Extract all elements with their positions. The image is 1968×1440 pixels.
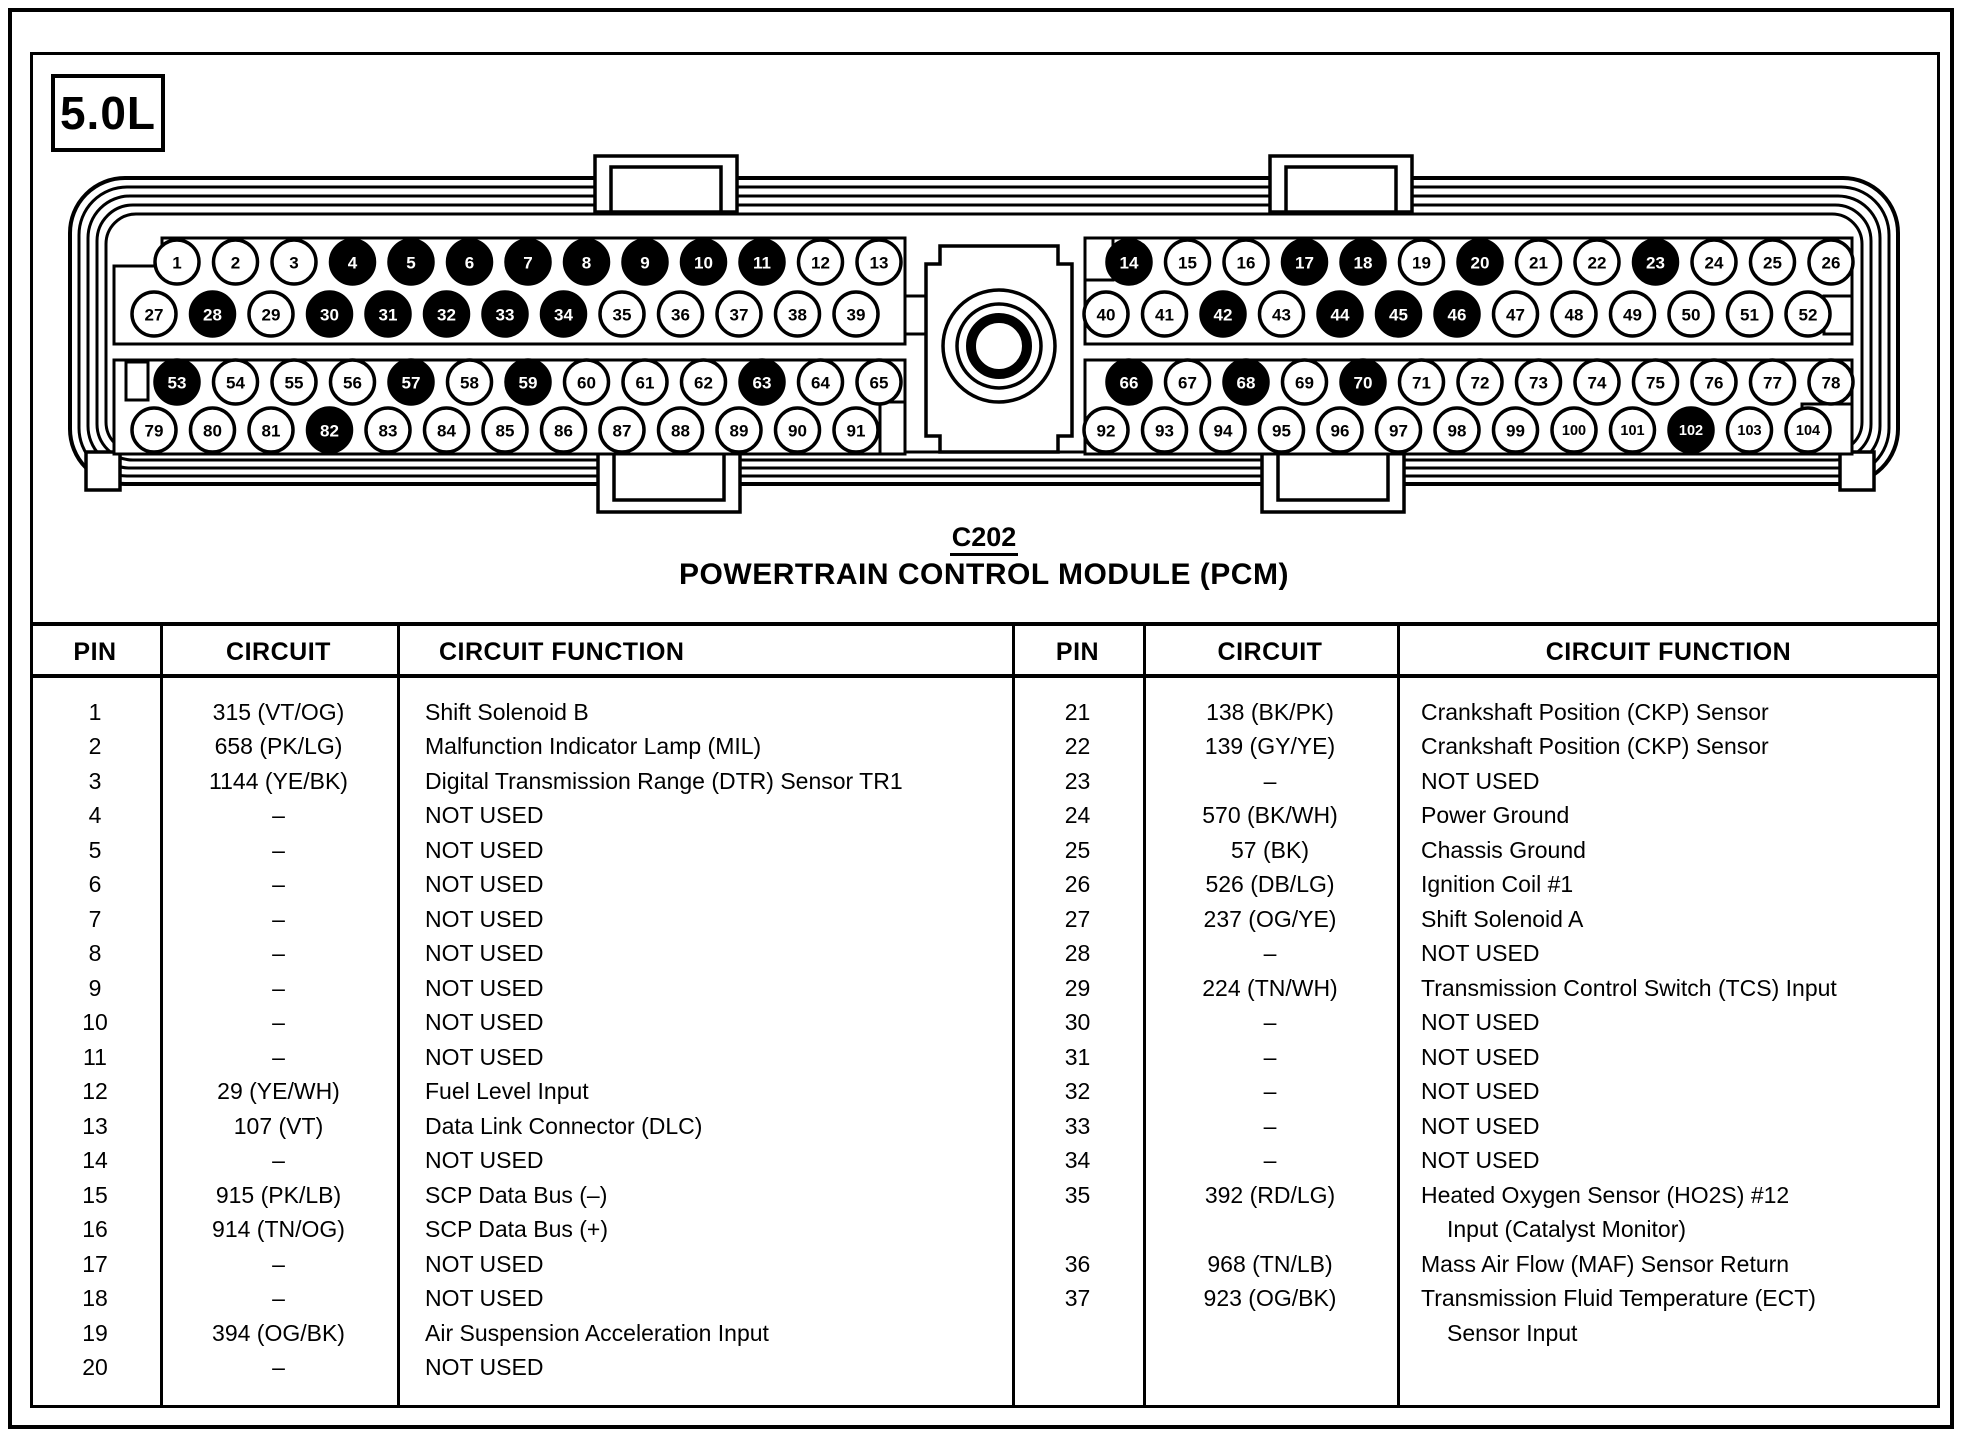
pin-64-number: 64 xyxy=(811,373,830,393)
pin-60-number: 60 xyxy=(577,373,596,393)
pin-13-number: 13 xyxy=(869,253,889,273)
pin-72-number: 72 xyxy=(1470,373,1490,393)
circuit-function-cell: SCP Data Bus (–) xyxy=(425,1181,608,1208)
pin-87-number: 87 xyxy=(612,421,632,441)
table-row-pin-36 xyxy=(1012,1247,1940,1282)
pin-16-number: 16 xyxy=(1236,253,1256,273)
circuit-function-cell: Digital Transmission Range (DTR) Sensor TR1 xyxy=(425,767,903,794)
table-row-pin-16 xyxy=(30,1213,1012,1248)
pin-57-number: 57 xyxy=(401,373,421,393)
circuit-function-cell: Shift Solenoid B xyxy=(425,698,589,725)
pin-58-number: 58 xyxy=(460,373,479,393)
circuit-function-cell: NOT USED xyxy=(1421,1009,1540,1036)
circuit-function-cell: SCP Data Bus (+) xyxy=(425,1216,609,1243)
pin-4-number: 4 xyxy=(347,253,358,273)
circuit-cell: – xyxy=(1263,767,1277,794)
pin-78-number: 78 xyxy=(1821,373,1841,393)
table-row-pin-32 xyxy=(1012,1075,1940,1110)
pin-35-number: 35 xyxy=(612,305,632,325)
pin-68-number: 68 xyxy=(1236,373,1256,393)
table-row-pin-4 xyxy=(30,799,1012,834)
pin-92-number: 92 xyxy=(1096,421,1116,441)
pin-number-cell: 7 xyxy=(88,905,102,932)
pin-6-number: 6 xyxy=(464,253,475,273)
pin-37-number: 37 xyxy=(729,305,749,325)
top-tab-left-inner xyxy=(611,167,721,212)
circuit-cell: 139 (GY/YE) xyxy=(1204,733,1336,760)
bottom-notch-left xyxy=(86,452,120,490)
pin-77-number: 77 xyxy=(1763,373,1782,393)
pin-80-number: 80 xyxy=(203,421,222,441)
pin-number-cell: 32 xyxy=(1064,1078,1091,1105)
circuit-function-cell: NOT USED xyxy=(425,802,544,829)
circuit-function-cell: Data Link Connector (DLC) xyxy=(425,1112,703,1139)
bottom-notch-right xyxy=(1840,452,1874,490)
circuit-function-cell: Heated Oxygen Sensor (HO2S) #12 xyxy=(1421,1181,1790,1208)
pin-27-number: 27 xyxy=(144,305,164,325)
table-row-pin-12 xyxy=(30,1075,1012,1110)
table-row-pin-2 xyxy=(30,730,1012,765)
connector-id-label: C202 xyxy=(0,522,1968,553)
pocket-step-lower-left xyxy=(880,402,905,454)
pin-number-cell: 15 xyxy=(82,1181,108,1208)
circuit-function-cell: Air Suspension Acceleration Input xyxy=(425,1319,769,1346)
table-row-pin-15 xyxy=(30,1178,1012,1213)
circuit-cell: – xyxy=(1263,1043,1277,1070)
pin-11-number: 11 xyxy=(753,253,771,273)
pin-23-number: 23 xyxy=(1646,253,1665,273)
table-row-pin-34 xyxy=(1012,1144,1940,1179)
pin-number-cell: 37 xyxy=(1064,1285,1091,1312)
pin-96-number: 96 xyxy=(1330,421,1350,441)
pin-9-number: 9 xyxy=(640,253,650,273)
pin-number-cell: 27 xyxy=(1064,905,1091,932)
pin-71-number: 71 xyxy=(1412,373,1431,393)
circuit-cell: – xyxy=(272,1285,285,1312)
engine-label: 5.0L xyxy=(59,87,157,139)
pin-52-number: 52 xyxy=(1798,305,1818,325)
circuit-function-cell: Fuel Level Input xyxy=(425,1078,589,1105)
circuit-cell: 315 (VT/OG) xyxy=(212,698,345,725)
pin-49-number: 49 xyxy=(1623,305,1642,325)
circuit-cell: – xyxy=(272,905,285,932)
table-row-pin-24 xyxy=(1012,799,1940,834)
pin-number-cell: 12 xyxy=(82,1078,108,1105)
circuit-cell: 394 (OG/BK) xyxy=(212,1319,345,1346)
pin-2-number: 2 xyxy=(230,253,241,273)
table-row-pin-30 xyxy=(1012,1006,1940,1041)
pin-51-number: 51 xyxy=(1740,305,1759,325)
pin-14-number: 14 xyxy=(1119,253,1139,273)
pin-table-right xyxy=(1012,695,1940,1351)
pin-84-number: 84 xyxy=(437,421,456,441)
circuit-function-cell: Shift Solenoid A xyxy=(1421,905,1584,932)
pin-70-number: 70 xyxy=(1353,373,1373,393)
table-row-pin-31 xyxy=(1012,1040,1940,1075)
circuit-cell: 224 (TN/WH) xyxy=(1202,974,1338,1001)
pin-47-number: 47 xyxy=(1506,305,1525,325)
circuit-function-cell: NOT USED xyxy=(425,871,544,898)
pin-number-cell: 17 xyxy=(82,1250,108,1277)
pin-number-cell: 2 xyxy=(88,733,102,760)
pin-91-number: 91 xyxy=(846,421,866,441)
circuit-cell: – xyxy=(272,1354,285,1381)
table-row-pin-8 xyxy=(30,937,1012,972)
pin-number-cell: 20 xyxy=(82,1354,108,1381)
pin-81-number: 81 xyxy=(261,421,281,441)
pin-number-cell: 35 xyxy=(1064,1181,1091,1208)
pin-34-number: 34 xyxy=(554,305,573,325)
pin-42-number: 42 xyxy=(1213,305,1233,325)
circuit-cell: – xyxy=(272,1147,285,1174)
circuit-function-cell: NOT USED xyxy=(425,1043,544,1070)
pin-7-number: 7 xyxy=(523,253,533,273)
pin-number-cell: 26 xyxy=(1064,871,1091,898)
pin-59-number: 59 xyxy=(518,373,538,393)
pin-97-number: 97 xyxy=(1389,421,1408,441)
circuit-cell: – xyxy=(1263,1112,1277,1139)
table-row-pin-19 xyxy=(30,1316,1012,1351)
pin-55-number: 55 xyxy=(284,373,304,393)
pin-101-number: 101 xyxy=(1620,423,1645,439)
pin-98-number: 98 xyxy=(1447,421,1467,441)
circuit-function-cell: Crankshaft Position (CKP) Sensor xyxy=(1421,698,1769,725)
pin-73-number: 73 xyxy=(1529,373,1548,393)
circuit-cell: 570 (BK/WH) xyxy=(1202,802,1338,829)
pin-15-number: 15 xyxy=(1178,253,1197,273)
pin-82-number: 82 xyxy=(320,421,339,441)
table-row-pin-1 xyxy=(30,695,1012,730)
pin-5-number: 5 xyxy=(406,253,416,273)
circuit-function-cell: NOT USED xyxy=(425,1354,544,1381)
pin-94-number: 94 xyxy=(1213,421,1233,441)
pin-number-cell: 3 xyxy=(88,767,102,794)
pin-102-number: 102 xyxy=(1678,423,1704,439)
pin-69-number: 69 xyxy=(1295,373,1314,393)
pin-number-cell: 25 xyxy=(1064,836,1091,863)
circuit-function-cell: NOT USED xyxy=(425,1147,544,1174)
pin-26-number: 26 xyxy=(1821,253,1841,273)
circuit-cell: – xyxy=(272,1043,285,1070)
table-row-pin-11 xyxy=(30,1040,1012,1075)
table-row-pin-7 xyxy=(30,902,1012,937)
pin-99-number: 99 xyxy=(1506,421,1525,441)
pin-67-number: 67 xyxy=(1178,373,1197,393)
pin-85-number: 85 xyxy=(495,421,515,441)
table-row-pin-10 xyxy=(30,1006,1012,1041)
circuit-function-cell: NOT USED xyxy=(1421,1043,1540,1070)
table-header-rule xyxy=(30,674,1940,678)
circuit-cell: 57 (BK) xyxy=(1231,836,1309,863)
pin-50-number: 50 xyxy=(1681,305,1701,325)
pin-number-cell: 13 xyxy=(82,1112,108,1139)
pin-number-cell: 34 xyxy=(1064,1147,1091,1174)
pin-29-number: 29 xyxy=(261,305,281,325)
connector-title: POWERTRAIN CONTROL MODULE (PCM) xyxy=(679,558,1289,591)
pin-75-number: 75 xyxy=(1646,373,1665,393)
table-row-pin-37 xyxy=(1012,1282,1940,1317)
pin-79-number: 79 xyxy=(144,421,164,441)
circuit-function-cell: Transmission Control Switch (TCS) Input xyxy=(1421,974,1837,1001)
pin-89-number: 89 xyxy=(729,421,749,441)
pin-44-number: 44 xyxy=(1330,305,1350,325)
table-row-pin-21 xyxy=(1012,695,1940,730)
circuit-cell: – xyxy=(272,1009,285,1036)
pin-88-number: 88 xyxy=(671,421,690,441)
table-row-pin-22 xyxy=(1012,730,1940,765)
pin-62-number: 62 xyxy=(694,373,713,393)
pin-1-number: 1 xyxy=(172,253,182,273)
circuit-function-cell: NOT USED xyxy=(425,836,544,863)
circuit-function-cell: NOT USED xyxy=(1421,1112,1540,1139)
table-row-pin-27 xyxy=(1012,902,1940,937)
table-row-pin-35 xyxy=(1012,1178,1940,1213)
pin-number-cell: 29 xyxy=(1064,974,1091,1001)
center-bolt-post xyxy=(926,246,1072,452)
pin-38-number: 38 xyxy=(788,305,807,325)
table-row-pin-18 xyxy=(30,1282,1012,1317)
pin-95-number: 95 xyxy=(1272,421,1291,441)
pin-46-number: 46 xyxy=(1447,305,1467,325)
table-row-pin-14 xyxy=(30,1144,1012,1179)
circuit-function-cell: NOT USED xyxy=(1421,940,1540,967)
circuit-function-cell: Transmission Fluid Temperature (ECT) xyxy=(1421,1285,1816,1312)
circuit-cell: 138 (BK/PK) xyxy=(1206,698,1334,725)
table-row-pin-37-continued xyxy=(1012,1316,1940,1351)
circuit-cell: – xyxy=(1263,1009,1277,1036)
circuit-function-cell: Chassis Ground xyxy=(1421,836,1586,863)
pin-65-number: 65 xyxy=(869,373,889,393)
pin-17-number: 17 xyxy=(1295,253,1314,273)
bottom-tab-left-inner xyxy=(614,450,724,500)
bolt-outer-ring xyxy=(943,290,1055,402)
pin-32-number: 32 xyxy=(437,305,456,325)
pin-19-number: 19 xyxy=(1412,253,1431,273)
pin-number-cell: 30 xyxy=(1064,1009,1091,1036)
pin-number-cell: 22 xyxy=(1064,733,1091,760)
pin-20-number: 20 xyxy=(1470,253,1490,273)
pin-number-cell: 8 xyxy=(88,940,102,967)
pin-63-number: 63 xyxy=(752,373,772,393)
circuit-function-cell: Mass Air Flow (MAF) Sensor Return xyxy=(1421,1250,1790,1277)
pin-number-cell: 11 xyxy=(83,1043,107,1070)
circuit-function-cell: NOT USED xyxy=(1421,1147,1540,1174)
circuit-cell: – xyxy=(1263,1078,1277,1105)
left-header-pin: PIN xyxy=(73,637,117,666)
circuit-function-cell: NOT USED xyxy=(425,974,544,1001)
right-header-pin: PIN xyxy=(1055,637,1100,666)
table-row-pin-17 xyxy=(30,1247,1012,1282)
pin-number-cell: 21 xyxy=(1064,698,1091,725)
circuit-function-cell: NOT USED xyxy=(1421,767,1540,794)
pin-36-number: 36 xyxy=(671,305,690,325)
pin-104-number: 104 xyxy=(1795,423,1821,439)
pin-25-number: 25 xyxy=(1763,253,1782,273)
pin-43-number: 43 xyxy=(1272,305,1291,325)
pin-number-cell: 4 xyxy=(88,802,102,829)
pin-66-number: 66 xyxy=(1119,373,1139,393)
pocket-key-lower-left xyxy=(126,362,148,400)
pin-number-cell: 9 xyxy=(88,974,102,1001)
pin-number-cell: 5 xyxy=(88,836,102,863)
circuit-cell: 914 (TN/OG) xyxy=(212,1216,345,1243)
circuit-function-cell: Crankshaft Position (CKP) Sensor xyxy=(1421,733,1769,760)
right-header-function: CIRCUIT FUNCTION xyxy=(1545,637,1792,666)
table-row-pin-23 xyxy=(1012,764,1940,799)
pin-22-number: 22 xyxy=(1587,253,1607,273)
table-row-pin-6 xyxy=(30,868,1012,903)
circuit-cell: – xyxy=(272,802,285,829)
pin-74-number: 74 xyxy=(1587,373,1607,393)
pin-number-cell: 6 xyxy=(88,871,102,898)
pin-48-number: 48 xyxy=(1564,305,1584,325)
left-header-function: CIRCUIT FUNCTION xyxy=(439,637,685,666)
table-row-pin-33 xyxy=(1012,1109,1940,1144)
circuit-cell: – xyxy=(1263,1147,1277,1174)
circuit-function-cell: NOT USED xyxy=(425,1285,544,1312)
pin-21-number: 21 xyxy=(1529,253,1548,273)
circuit-function-cell: Sensor Input xyxy=(1447,1319,1578,1346)
pin-28-number: 28 xyxy=(203,305,222,325)
pin-number-cell: 14 xyxy=(82,1147,108,1174)
table-top-border xyxy=(30,622,1940,626)
right-header-circuit: CIRCUIT xyxy=(1217,637,1323,666)
pin-41-number: 41 xyxy=(1155,305,1174,325)
table-row-pin-28 xyxy=(1012,937,1940,972)
pin-number-cell: 1 xyxy=(88,698,102,725)
pin-number-cell: 16 xyxy=(82,1216,108,1243)
pin-40-number: 40 xyxy=(1096,305,1116,325)
pin-number-cell: 28 xyxy=(1064,940,1091,967)
pin-number-cell: 23 xyxy=(1064,767,1091,794)
pin-number-cell: 24 xyxy=(1064,802,1091,829)
pin-12-number: 12 xyxy=(811,253,830,273)
pin-53-number: 53 xyxy=(167,373,187,393)
pin-76-number: 76 xyxy=(1704,373,1724,393)
pin-18-number: 18 xyxy=(1353,253,1373,273)
pin-33-number: 33 xyxy=(495,305,515,325)
circuit-cell: 526 (DB/LG) xyxy=(1205,871,1335,898)
circuit-function-cell: NOT USED xyxy=(1421,1078,1540,1105)
table-row-pin-35-continued xyxy=(1012,1213,1940,1248)
pin-24-number: 24 xyxy=(1704,253,1724,273)
circuit-function-cell: NOT USED xyxy=(425,1009,544,1036)
circuit-function-cell: NOT USED xyxy=(425,940,544,967)
circuit-function-cell: Malfunction Indicator Lamp (MIL) xyxy=(425,733,762,760)
table-row-pin-25 xyxy=(1012,833,1940,868)
circuit-function-cell: Power Ground xyxy=(1421,802,1570,829)
pin-83-number: 83 xyxy=(378,421,398,441)
pin-90-number: 90 xyxy=(788,421,807,441)
pin-number-cell: 10 xyxy=(82,1009,108,1036)
circuit-function-cell: Input (Catalyst Monitor) xyxy=(1447,1216,1687,1243)
circuit-cell: 1144 (YE/BK) xyxy=(209,767,348,794)
circuit-cell: 392 (RD/LG) xyxy=(1204,1181,1336,1208)
pin-39-number: 39 xyxy=(846,305,866,325)
pin-61-number: 61 xyxy=(635,373,655,393)
pin-3-number: 3 xyxy=(289,253,299,273)
table-row-pin-9 xyxy=(30,971,1012,1006)
pin-54-number: 54 xyxy=(226,373,245,393)
circuit-cell: 107 (VT) xyxy=(233,1112,324,1139)
pin-number-cell: 36 xyxy=(1064,1250,1091,1277)
pin-100-number: 100 xyxy=(1561,423,1587,439)
pin-number-cell: 19 xyxy=(82,1319,108,1346)
table-row-pin-5 xyxy=(30,833,1012,868)
circuit-function-cell: NOT USED xyxy=(425,905,544,932)
circuit-cell: – xyxy=(272,940,285,967)
pcm-connector-diagram xyxy=(0,0,1968,560)
pin-number-cell: 33 xyxy=(1064,1112,1091,1139)
bottom-tab-right-inner xyxy=(1278,450,1388,500)
circuit-cell: 923 (OG/BK) xyxy=(1203,1285,1337,1312)
table-row-pin-29 xyxy=(1012,971,1940,1006)
circuit-cell: 968 (TN/LB) xyxy=(1207,1250,1333,1277)
circuit-cell: 29 (YE/WH) xyxy=(217,1078,340,1105)
pin-table-left xyxy=(30,695,1012,1385)
pin-103-number: 103 xyxy=(1737,423,1762,439)
circuit-cell: – xyxy=(272,871,285,898)
circuit-cell: – xyxy=(272,1250,285,1277)
circuit-cell: 658 (PK/LG) xyxy=(214,733,343,760)
table-row-pin-20 xyxy=(30,1351,1012,1386)
circuit-cell: 237 (OG/YE) xyxy=(1203,905,1337,932)
table-row-pin-13 xyxy=(30,1109,1012,1144)
circuit-cell: – xyxy=(1263,940,1277,967)
table-row-pin-26 xyxy=(1012,868,1940,903)
circuit-function-cell: NOT USED xyxy=(425,1250,544,1277)
pin-93-number: 93 xyxy=(1155,421,1174,441)
pin-8-number: 8 xyxy=(581,253,592,273)
circuit-cell: 915 (PK/LB) xyxy=(215,1181,342,1208)
pin-number-cell: 18 xyxy=(82,1285,108,1312)
pin-86-number: 86 xyxy=(554,421,573,441)
circuit-cell: – xyxy=(272,974,285,1001)
pin-30-number: 30 xyxy=(320,305,339,325)
pin-number-cell: 31 xyxy=(1064,1043,1091,1070)
pin-31-number: 31 xyxy=(378,305,398,325)
pin-56-number: 56 xyxy=(343,373,362,393)
pin-10-number: 10 xyxy=(694,253,713,273)
circuit-function-cell: Ignition Coil #1 xyxy=(1421,871,1574,898)
pin-45-number: 45 xyxy=(1389,305,1408,325)
table-row-pin-3 xyxy=(30,764,1012,799)
left-header-circuit: CIRCUIT xyxy=(226,637,331,666)
circuit-cell: – xyxy=(272,836,285,863)
top-tab-right-inner xyxy=(1286,167,1396,212)
